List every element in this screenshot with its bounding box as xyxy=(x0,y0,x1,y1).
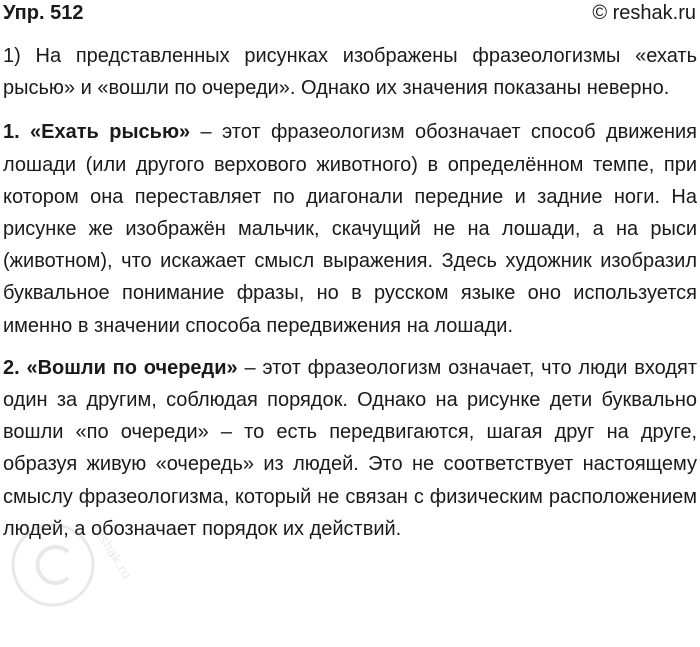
answer-item-2 xyxy=(3,352,697,545)
page-header xyxy=(0,0,700,30)
phraseologism-term-1: 1. «Ехать рысью» xyxy=(3,121,191,144)
phraseologism-explanation-1: – этот фразеологизм обозначает способ движения лошади (или другого верхового животного) в определённом темпе, при котором она переставляет по диагонали передние и задние ноги. На рисунке же изображён мальчик, скачущий не на лошади, а на рыси (животном), что искажает смысл выражения. Здесь художник изобразил буквальное понимание фразы, но в русском языке оно используется именно в значении способа передвижения на лошади. xyxy=(3,121,698,337)
phraseologism-term-2: 2. «Вошли по очереди» xyxy=(3,356,238,379)
answer-body xyxy=(3,40,697,555)
answer-item-1 xyxy=(3,116,697,341)
copyright-label: © reshak.ru xyxy=(592,2,696,24)
phraseologism-explanation-2: – этот фразеологизм означает, что люди входят один за другим, соблюдая порядок. Однако на рисунке дети буквально вошли «по очереди» – то есть передвигаются, шагая друг на друге, образуя живую «очередь» из людей. Это не соответствует настоящему смыслу фразеологизма, который не связан с физическим расположением людей, а обозначает порядок их действий. xyxy=(3,356,697,540)
watermark-text: reshak.ru xyxy=(88,522,134,583)
intro-paragraph: 1) На представленных рисунках изображены фразеологизмы «ехать рысью» и «вошли по очереди». Однако их значения показаны неверно. xyxy=(3,45,697,100)
exercise-title: Упр. 512 xyxy=(3,2,84,24)
